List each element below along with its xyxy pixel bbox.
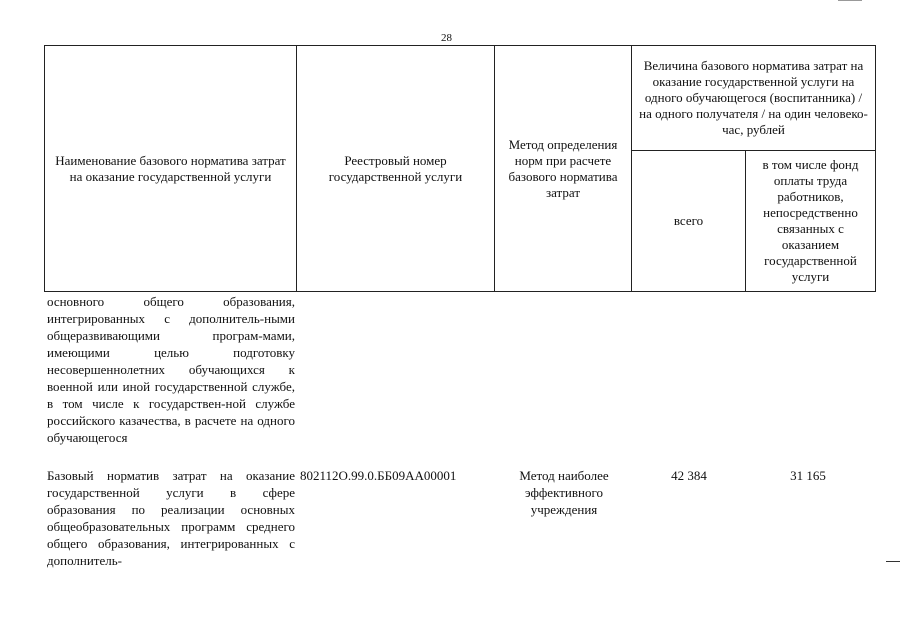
scan-artifact-mark <box>838 0 862 1</box>
row-method: Метод наиболее эффективного учреждения <box>519 468 609 517</box>
header-salary-fund: в том числе фонд оплаты труда работников, непосредственно связанных с оказанием государственной услуги <box>746 151 876 292</box>
header-total: всего <box>632 151 746 292</box>
header-registry-number: Реестровый номер государственной услуги <box>297 46 495 292</box>
row-registry-number: 802112О.99.0.ББ09АА00001 <box>300 468 457 483</box>
row-name: Базовый норматив затрат на оказание государственной услуги в сфере образования по реализации основных общеобразовательных программ среднего общего образования, интегрированных с дополнитель- <box>47 468 295 568</box>
header-value-group: Величина базового норматива затрат на оказание государственной услуги на одного обучающегося (воспитанника) / на одного получателя / на один человеко-час, рублей <box>632 46 876 151</box>
row-salary-fund: 31 165 <box>790 468 826 483</box>
header-method: Метод определения норм при расчете базового норматива затрат <box>495 46 632 292</box>
page-number: 28 <box>441 32 452 44</box>
scan-artifact-mark <box>886 561 900 562</box>
row-total: 42 384 <box>671 468 707 483</box>
norms-table <box>44 45 876 292</box>
header-name: Наименование базового норматива затрат на оказание государственной услуги <box>45 46 297 292</box>
row-name: основного общего образования, интегрированных с дополнитель-ными общеразвивающими програм-мами, имеющими целью подготовку несовершеннолетних обучающихся к военной или иной государственной службе, в том числе к государствен-ной службе российского казачества, в расчете на одного обучающегося <box>47 294 295 445</box>
